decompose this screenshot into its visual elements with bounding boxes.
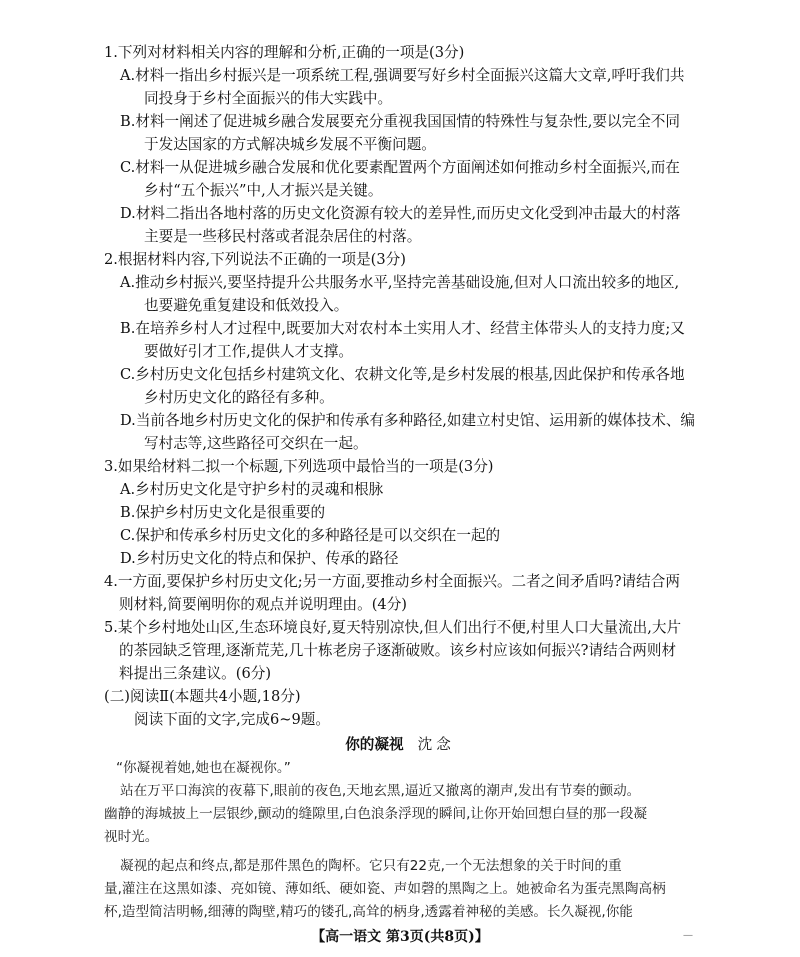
q1-option-a: A.材料一指出乡村振兴是一项系统工程,强调要写好乡村全面振兴这篇大文章,呼吁我们共: [120, 67, 685, 84]
q1-option-a-cont: 同投身于乡村全面振兴的伟大实践中。: [144, 90, 393, 107]
q3-option-b: B.保护乡村历史文化是很重要的: [120, 504, 326, 521]
q4-line-2: 则材料,简要阐明你的观点并说明理由。(4分): [119, 596, 408, 613]
q2-option-b: B.在培养乡村人才过程中,既要加大对农村本土实用人才、经营主体带头人的支持力度;又: [120, 320, 685, 337]
q2-option-c: C.乡村历史文化包括乡村建筑文化、农耕文化等,是乡村发展的根基,因此保护和传承各地: [120, 366, 685, 383]
q4-line-1: 4.一方面,要保护乡村历史文化;另一方面,要推动乡村全面振兴。二者之间矛盾吗?请结合两: [104, 573, 680, 590]
q1-option-d-cont: 主要是一些移民村落或者混杂居住的村落。: [144, 228, 422, 245]
q3-option-c: C.保护和传承乡村历史文化的多种路径是可以交织在一起的: [120, 527, 501, 544]
article-title: 你的凝视: [345, 736, 404, 753]
q1-option-c: C.材料一从促进城乡融合发展和优化要素配置两个方面阐述如何推动乡村全面振兴,而在: [120, 159, 680, 176]
q2-option-c-cont: 乡村历史文化的路径有多种。: [144, 389, 334, 406]
q2-option-a: A.推动乡村振兴,要坚持提升公共服务水平,坚持完善基础设施,但对人口流出较多的地区,: [120, 274, 680, 291]
q2-option-b-cont: 要做好引才工作,提供人才支撑。: [144, 343, 353, 360]
article-p2-line-1: 凝视的起点和终点,都是那件黑色的陶杯。它只有22克,一个无法想象的关于时间的重: [120, 858, 622, 874]
q1-option-c-cont: 乡村“五个振兴”中,人才振兴是关键。: [144, 182, 383, 199]
q3-stem: 3.如果给材料二拟一个标题,下列选项中最恰当的一项是(3分): [104, 458, 494, 475]
page-footer: 【高一语文 第3页(共8页)】: [311, 929, 489, 945]
q1-option-b: B.材料一阐述了促进城乡融合发展要充分重视我国国情的特殊性与复杂性,要以完全不同: [120, 113, 680, 130]
q3-option-d: D.乡村历史文化的特点和保护、传承的路径: [120, 550, 399, 567]
q2-option-d: D.当前各地乡村历史文化的保护和传承有多种路径,如建立村史馆、运用新的媒体技术、编: [120, 412, 696, 429]
section-heading: (二)阅读Ⅱ(本题共4小题,18分): [104, 688, 301, 705]
article-p1-line-2: 幽静的海城披上一层银纱,颤动的缝隙里,白色浪条浮现的瞬间,让你开始回想白昼的那一段凝: [104, 806, 648, 822]
article-title-block: [0, 734, 800, 756]
article-author: 沈念: [417, 736, 455, 753]
q5-line-3: 料提出三条建议。(6分): [119, 665, 272, 682]
section-instruction: 阅读下面的文字,完成6~9题。: [134, 711, 330, 728]
q1-option-d: D.材料二指出各地村落的历史文化资源有较大的差异性,而历史文化受到冲击最大的村落: [120, 205, 681, 222]
corner-mark: —: [683, 930, 693, 941]
q1-option-b-cont: 于发达国家的方式解决城乡发展不平衡问题。: [144, 136, 436, 153]
q3-option-a: A.乡村历史文化是守护乡村的灵魂和根脉: [120, 481, 384, 498]
q5-line-2: 的茶园缺乏管理,逐渐荒芜,几十栋老房子逐渐破败。该乡村应该如何振兴?请结合两则材: [119, 642, 677, 659]
q2-stem: 2.根据材料内容,下列说法不正确的一项是(3分): [104, 251, 406, 268]
q5-line-1: 5.某个乡村地处山区,生态环境良好,夏天特别凉快,但人们出行不便,村里人口大量流出,大片: [104, 619, 682, 636]
article-p1-line-3: 视时光。: [104, 829, 159, 845]
article-p2-line-3: 杯,造型简洁明畅,细薄的陶壁,精巧的镂孔,高耸的柄身,透露着神秘的美感。长久凝视,你能: [104, 904, 633, 920]
article-quote: “你凝视着她,她也在凝视你。”: [116, 760, 291, 776]
article-p2-line-2: 量,灌注在这黑如漆、亮如镜、薄如纸、硬如瓷、声如磬的黑陶之上。她被命名为蛋壳黑陶高柄: [104, 881, 666, 897]
q2-option-d-cont: 写村志等,这些路径可交织在一起。: [144, 435, 368, 452]
q1-stem: 1.下列对材料相关内容的理解和分析,正确的一项是(3分): [104, 44, 465, 61]
q2-option-a-cont: 也要避免重复建设和低效投入。: [144, 297, 349, 314]
article-p1-line-1: 站在万平口海滨的夜幕下,眼前的夜色,天地玄黑,逼近又撤离的潮声,发出有节奏的颤动。: [120, 783, 641, 799]
